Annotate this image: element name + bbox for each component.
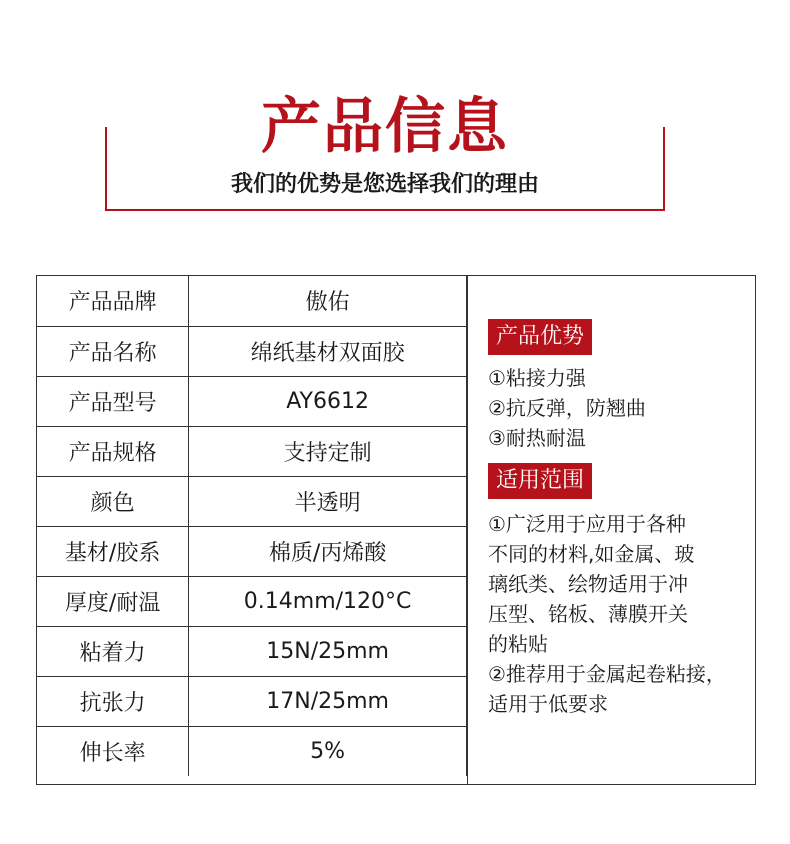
spec-label: 抗张力 xyxy=(37,676,189,726)
advantages-badge: 产品优势 xyxy=(488,319,592,355)
product-info-table xyxy=(36,275,756,785)
spec-value: 17N/25mm xyxy=(189,676,467,726)
list-item: ①粘接力强 xyxy=(488,366,586,390)
spec-label: 伸长率 xyxy=(37,726,189,776)
table-row xyxy=(37,726,467,776)
spec-label: 颜色 xyxy=(37,476,189,526)
text-line: ②推荐用于金属起卷粘接， xyxy=(488,662,726,686)
list-item: ②抗反弹，防翘曲 xyxy=(488,396,646,420)
spec-label: 产品型号 xyxy=(37,376,189,426)
applications-badge: 适用范围 xyxy=(488,463,592,499)
page-title: 产品信息 xyxy=(261,92,509,162)
page-subtitle: 我们的优势是您选择我们的理由 xyxy=(230,172,539,197)
spec-value: 绵纸基材双面胶 xyxy=(189,326,467,376)
list-item: ③耐热耐温 xyxy=(488,426,586,450)
spec-value: 支持定制 xyxy=(189,426,467,476)
header xyxy=(105,82,665,212)
table-row xyxy=(37,626,467,676)
table-row xyxy=(37,326,467,376)
table-row xyxy=(37,526,467,576)
text-line: 适用于低要求 xyxy=(488,692,608,716)
spec-label: 产品品牌 xyxy=(37,276,189,326)
spec-label: 粘着力 xyxy=(37,626,189,676)
table-row xyxy=(37,476,467,526)
table-row xyxy=(37,576,467,626)
applications-text xyxy=(488,509,755,719)
features-panel xyxy=(467,276,755,784)
spec-label: 产品名称 xyxy=(37,326,189,376)
spec-label: 产品规格 xyxy=(37,426,189,476)
spec-value: AY6612 xyxy=(189,376,467,426)
text-line: 不同的材料,如金属、玻 xyxy=(488,542,695,566)
text-line: 压型、铭板、薄膜开关 xyxy=(488,602,688,626)
table-row xyxy=(37,276,467,326)
spec-value: 傲佑 xyxy=(189,276,467,326)
spec-value: 棉质/丙烯酸 xyxy=(189,526,467,576)
spec-table xyxy=(37,276,467,776)
table-row xyxy=(37,676,467,726)
table-row xyxy=(37,376,467,426)
spec-label: 厚度/耐温 xyxy=(37,576,189,626)
spec-value: 5% xyxy=(189,726,467,776)
spec-value: 15N/25mm xyxy=(189,626,467,676)
advantages-list xyxy=(488,363,755,453)
text-line: ①广泛用于应用于各种 xyxy=(488,512,686,536)
table-row xyxy=(37,426,467,476)
text-line: 的粘贴 xyxy=(488,632,548,656)
text-line: 璃纸类、绘物适用于冲 xyxy=(488,572,688,596)
spec-value: 半透明 xyxy=(189,476,467,526)
spec-label: 基材/胶系 xyxy=(37,526,189,576)
spec-value: 0.14mm/120°C xyxy=(189,576,467,626)
